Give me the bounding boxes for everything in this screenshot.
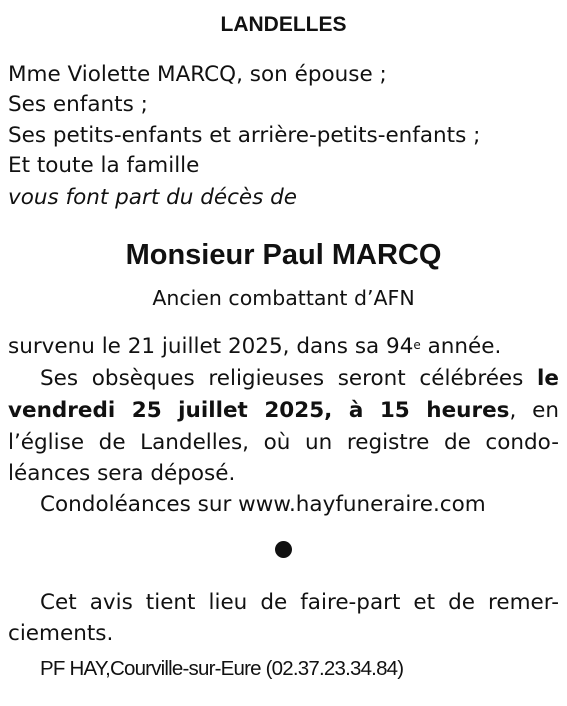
closing-line-1: Cet avis tient lieu de faire-part et de remer-	[40, 590, 559, 615]
family-line-all: Et toute la famille	[8, 153, 200, 178]
separator-bullet-icon	[275, 541, 292, 558]
funeral-line-2	[8, 398, 559, 424]
ordinal-suffix: e	[413, 338, 421, 352]
funeral-location-line: l’église de Landelles, où un registre de condo-	[8, 430, 559, 455]
funeral-home-contact: PF HAY,Courville-sur-Eure (02.37.23.34.84)	[40, 657, 404, 680]
funeral-line-1	[40, 366, 559, 392]
condolence-register-line: léances sera déposé.	[8, 461, 236, 486]
deceased-name: Monsieur Paul MARCQ	[125, 239, 442, 271]
family-line-grandchildren: Ses petits-enfants et arrière-petits-enfants ;	[8, 123, 481, 148]
funeral-date-start: le	[537, 366, 559, 391]
family-line-spouse: Mme Violette MARCQ, son épouse ;	[8, 62, 387, 87]
funeral-date: vendredi 25 juillet 2025, à 15 heures	[8, 398, 510, 423]
deceased-title: Ancien combattant d’AFN	[152, 286, 415, 310]
town-heading: LANDELLES	[220, 13, 347, 36]
closing-line-2: ciements.	[8, 621, 114, 646]
family-line-children: Ses enfants ;	[8, 92, 148, 117]
funeral-date-end: , en	[509, 398, 559, 423]
death-date-text: survenu le 21 juillet 2025, dans sa 94	[8, 334, 414, 359]
death-date-end: année.	[420, 334, 502, 359]
family-line-announce: vous font part du décès de	[8, 185, 298, 210]
death-date-line	[8, 334, 501, 360]
funeral-text: Ses obsèques religieuses seront célébrées	[40, 366, 538, 391]
condolence-website-line: Condoléances sur www.hayfuneraire.com	[40, 492, 486, 517]
